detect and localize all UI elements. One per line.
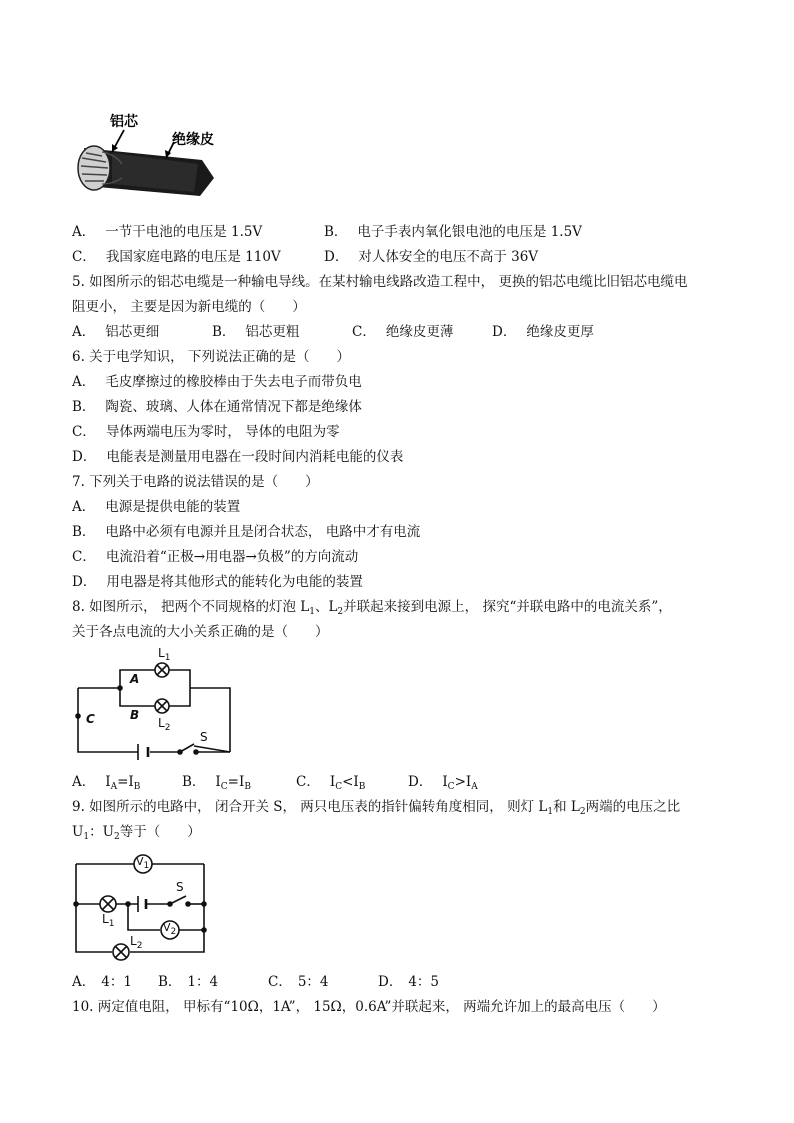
parallel-circuit-figure	[70, 646, 240, 762]
voltmeter-circuit-figure	[72, 850, 212, 964]
q5-stem-line1: 5. 如图所示的铝芯电缆是一种输电导线。在某村输电线路改造工程中， 更换的铝芯电缆比旧铝芯电缆电	[72, 274, 688, 290]
q9-option-a[interactable]: A． 4：1	[72, 974, 132, 990]
q7-option-c[interactable]: C． 电流沿着“正极→用电器→负极”的方向流动	[72, 549, 359, 565]
q9-stem-line1: 9. 如图所示的电路中， 闭合开关 S， 两只电压表的指针偏转角度相同， 则灯 $L_1$和 $L_2$两端的电压之比	[72, 799, 681, 817]
q8-stem-line2: 关于各点电流的大小关系正确的是（ ）	[72, 624, 329, 640]
q6-option-b[interactable]: B． 陶瓷、玻璃、人体在通常情况下都是绝缘体	[72, 399, 362, 415]
q9-option-b[interactable]: B． 1：4	[158, 974, 219, 990]
cable-figure	[72, 108, 242, 198]
label-A: A	[130, 672, 140, 686]
q8-stem-line1: 8. 如图所示， 把两个不同规格的灯泡 $L_1$、$L_2$并联起来接到电源上， 探究“并联电路中的电流关系”，	[72, 599, 672, 617]
label-S: S	[176, 880, 184, 894]
q7-option-d[interactable]: D． 用电器是将其他形式的能转化为电能的装置	[72, 574, 363, 590]
q6-option-c[interactable]: C． 导体两端电压为零时， 导体的电阻为零	[72, 424, 340, 440]
q4-option-c[interactable]: C． 我国家庭电路的电压是 110V	[72, 249, 281, 265]
q5-option-c[interactable]: C． 绝缘皮更薄	[352, 324, 454, 340]
label-L1: $L_1$	[158, 646, 171, 663]
q7-option-b[interactable]: B． 电路中必须有电源并且是闭合状态， 电路中才有电流	[72, 524, 421, 540]
label-B: B	[130, 708, 140, 722]
q6-option-a[interactable]: A． 毛皮摩擦过的橡胶棒由于失去电子而带负电	[72, 374, 362, 390]
q9-option-c[interactable]: C． 5：4	[268, 974, 329, 990]
q8-option-a[interactable]: A． $I_A=I_B$	[72, 774, 141, 792]
label-L1: $L_1$	[102, 912, 115, 929]
label-V1: $V_1$	[136, 855, 150, 871]
label-S: S	[200, 730, 208, 744]
q5-option-d[interactable]: D． 绝缘皮更厚	[492, 324, 594, 340]
q4-option-b[interactable]: B． 电子手表内氧化银电池的电压是 1.5V	[324, 224, 582, 240]
q7-stem: 7. 下列关于电路的说法错误的是（ ）	[72, 474, 319, 490]
q8-option-c[interactable]: C． $I_C<I_B$	[296, 774, 366, 792]
q4-option-d[interactable]: D． 对人体安全的电压不高于 36V	[324, 249, 539, 265]
label-L2: $L_2$	[158, 716, 171, 733]
q9-option-d[interactable]: D． 4：5	[378, 974, 440, 990]
q8-option-b[interactable]: B． $I_C=I_B$	[182, 774, 251, 792]
q5-stem-line2: 阻更小， 主要是因为新电缆的（ ）	[72, 299, 306, 315]
q9-stem-line2: $U_1$：$U_2$等于（ ）	[72, 824, 201, 842]
q6-option-d[interactable]: D． 电能表是测量用电器在一段时间内消耗电能的仪表	[72, 449, 404, 465]
q4-option-a[interactable]: A． 一节干电池的电压是 1.5V	[72, 224, 263, 240]
label-C: C	[86, 712, 95, 726]
q5-option-a[interactable]: A． 铝芯更细	[72, 324, 160, 340]
label-core: 铝芯	[110, 114, 138, 130]
label-V2: $V_2$	[163, 921, 177, 937]
q5-option-b[interactable]: B． 铝芯更粗	[212, 324, 300, 340]
q8-option-d[interactable]: D． $I_C>I_A$	[408, 774, 478, 792]
label-L2: $L_2$	[130, 934, 143, 951]
q7-option-a[interactable]: A． 电源是提供电能的装置	[72, 499, 241, 515]
q6-stem: 6. 关于电学知识， 下列说法正确的是（ ）	[72, 349, 350, 365]
q10-stem: 10. 两定值电阻， 甲标有“10Ω，1A”， 15Ω，0.6A”并联起来， 两端允许加上的最高电压（ ）	[72, 999, 666, 1015]
label-insulation: 绝缘皮	[172, 132, 214, 148]
